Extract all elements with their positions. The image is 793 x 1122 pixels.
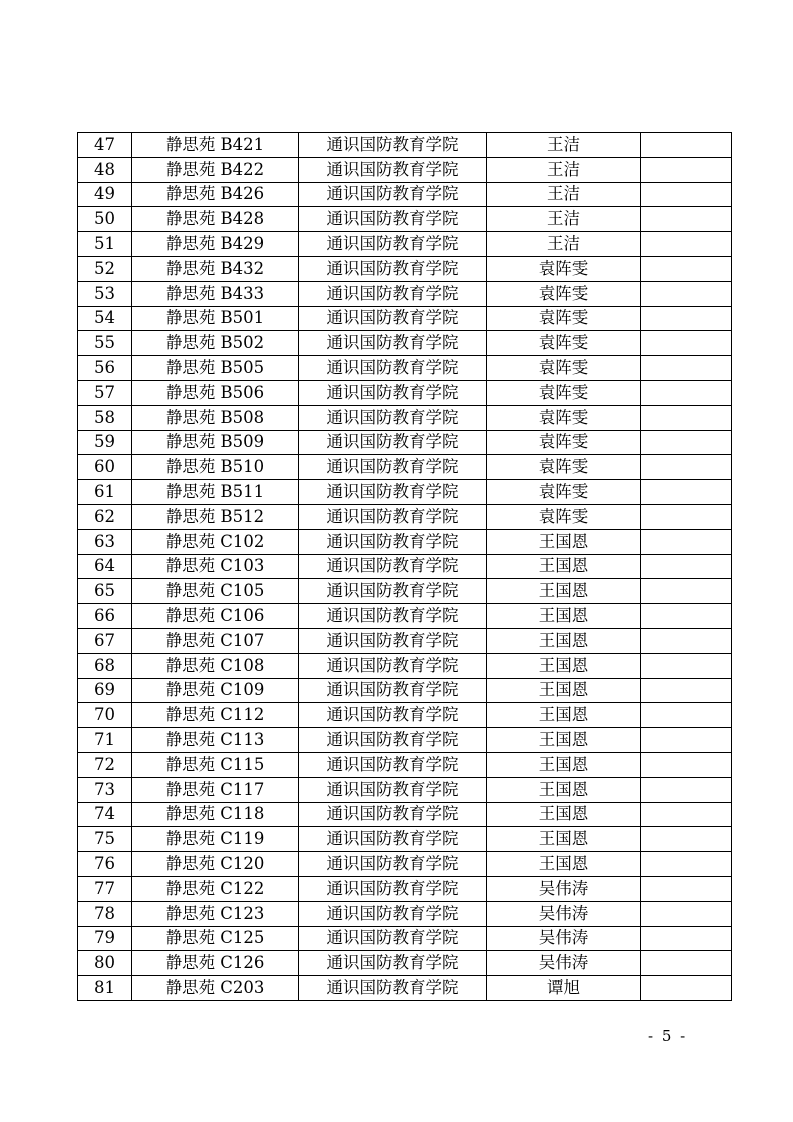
college-cell: 通识国防教育学院 [299,232,487,257]
room-cell: 静思苑 C118 [132,802,299,827]
person-cell: 王国恩 [487,752,641,777]
college-cell: 通识国防教育学院 [299,777,487,802]
person-cell: 王国恩 [487,653,641,678]
room-cell: 静思苑 C119 [132,827,299,852]
row-number-cell: 60 [78,455,132,480]
row-number-cell: 67 [78,628,132,653]
person-cell: 袁阵雯 [487,504,641,529]
college-cell: 通识国防教育学院 [299,405,487,430]
table-row [78,653,732,678]
note-cell [641,455,732,480]
note-cell [641,777,732,802]
room-cell: 静思苑 B506 [132,380,299,405]
person-cell: 袁阵雯 [487,380,641,405]
note-cell [641,232,732,257]
note-cell [641,678,732,703]
room-cell: 静思苑 B509 [132,430,299,455]
table-row [78,306,732,331]
room-cell: 静思苑 C125 [132,926,299,951]
table-body [78,133,732,1001]
note-cell [641,802,732,827]
table-row [78,554,732,579]
table-row [78,331,732,356]
person-cell: 王国恩 [487,802,641,827]
row-number-cell: 52 [78,256,132,281]
note-cell [641,356,732,381]
college-cell: 通识国防教育学院 [299,356,487,381]
person-cell: 袁阵雯 [487,331,641,356]
table-row [78,256,732,281]
college-cell: 通识国防教育学院 [299,653,487,678]
note-cell [641,827,732,852]
note-cell [641,876,732,901]
row-number-cell: 54 [78,306,132,331]
row-number-cell: 63 [78,529,132,554]
college-cell: 通识国防教育学院 [299,157,487,182]
table-row [78,852,732,877]
person-cell: 袁阵雯 [487,480,641,505]
note-cell [641,405,732,430]
room-cell: 静思苑 B512 [132,504,299,529]
room-cell: 静思苑 B511 [132,480,299,505]
note-cell [641,703,732,728]
table-row [78,926,732,951]
row-number-cell: 62 [78,504,132,529]
room-cell: 静思苑 C120 [132,852,299,877]
room-cell: 静思苑 C112 [132,703,299,728]
row-number-cell: 73 [78,777,132,802]
person-cell: 王国恩 [487,604,641,629]
row-number-cell: 47 [78,133,132,158]
note-cell [641,306,732,331]
person-cell: 袁阵雯 [487,256,641,281]
room-cell: 静思苑 B433 [132,281,299,306]
row-number-cell: 75 [78,827,132,852]
college-cell: 通识国防教育学院 [299,876,487,901]
person-cell: 王国恩 [487,852,641,877]
college-cell: 通识国防教育学院 [299,504,487,529]
college-cell: 通识国防教育学院 [299,529,487,554]
person-cell: 王国恩 [487,703,641,728]
person-cell: 王国恩 [487,579,641,604]
note-cell [641,133,732,158]
college-cell: 通识国防教育学院 [299,281,487,306]
college-cell: 通识国防教育学院 [299,951,487,976]
person-cell: 袁阵雯 [487,356,641,381]
table-row [78,579,732,604]
room-cell: 静思苑 C113 [132,728,299,753]
person-cell: 王国恩 [487,777,641,802]
person-cell: 王洁 [487,133,641,158]
table-row [78,207,732,232]
row-number-cell: 78 [78,901,132,926]
row-number-cell: 79 [78,926,132,951]
row-number-cell: 70 [78,703,132,728]
table-row [78,703,732,728]
note-cell [641,480,732,505]
college-cell: 通识国防教育学院 [299,703,487,728]
table-row [78,133,732,158]
person-cell: 袁阵雯 [487,455,641,480]
note-cell [641,852,732,877]
table-row [78,628,732,653]
note-cell [641,529,732,554]
room-cell: 静思苑 B432 [132,256,299,281]
note-cell [641,926,732,951]
note-cell [641,504,732,529]
table-row [78,356,732,381]
room-cell: 静思苑 C122 [132,876,299,901]
room-cell: 静思苑 B508 [132,405,299,430]
row-number-cell: 65 [78,579,132,604]
note-cell [641,207,732,232]
note-cell [641,157,732,182]
note-cell [641,752,732,777]
note-cell [641,554,732,579]
college-cell: 通识国防教育学院 [299,430,487,455]
person-cell: 王国恩 [487,827,641,852]
table-row [78,777,732,802]
room-cell: 静思苑 B502 [132,331,299,356]
note-cell [641,256,732,281]
table-row [78,281,732,306]
row-number-cell: 76 [78,852,132,877]
person-cell: 王洁 [487,207,641,232]
room-cell: 静思苑 B505 [132,356,299,381]
note-cell [641,331,732,356]
table-row [78,182,732,207]
room-cell: 静思苑 C117 [132,777,299,802]
college-cell: 通识国防教育学院 [299,133,487,158]
room-cell: 静思苑 C126 [132,951,299,976]
room-cell: 静思苑 C109 [132,678,299,703]
row-number-cell: 77 [78,876,132,901]
room-cell: 静思苑 C105 [132,579,299,604]
college-cell: 通识国防教育学院 [299,901,487,926]
note-cell [641,380,732,405]
college-cell: 通识国防教育学院 [299,554,487,579]
row-number-cell: 48 [78,157,132,182]
room-cell: 静思苑 B421 [132,133,299,158]
room-cell: 静思苑 C123 [132,901,299,926]
person-cell: 袁阵雯 [487,306,641,331]
table-row [78,455,732,480]
row-number-cell: 55 [78,331,132,356]
person-cell: 王国恩 [487,728,641,753]
college-cell: 通识国防教育学院 [299,926,487,951]
room-cell: 静思苑 B501 [132,306,299,331]
room-cell: 静思苑 C106 [132,604,299,629]
person-cell: 王国恩 [487,678,641,703]
table-row [78,480,732,505]
person-cell: 王国恩 [487,554,641,579]
row-number-cell: 59 [78,430,132,455]
row-number-cell: 71 [78,728,132,753]
row-number-cell: 64 [78,554,132,579]
person-cell: 王洁 [487,157,641,182]
college-cell: 通识国防教育学院 [299,182,487,207]
row-number-cell: 81 [78,976,132,1001]
row-number-cell: 69 [78,678,132,703]
note-cell [641,281,732,306]
person-cell: 吴伟涛 [487,926,641,951]
table-row [78,876,732,901]
page-number: - 5 - [648,1027,688,1045]
table-row [78,802,732,827]
table-row [78,976,732,1001]
room-cell: 静思苑 C115 [132,752,299,777]
table-row [78,901,732,926]
note-cell [641,430,732,455]
college-cell: 通识国防教育学院 [299,256,487,281]
college-cell: 通识国防教育学院 [299,852,487,877]
table-row [78,827,732,852]
college-cell: 通识国防教育学院 [299,579,487,604]
row-number-cell: 80 [78,951,132,976]
note-cell [641,951,732,976]
row-number-cell: 50 [78,207,132,232]
college-cell: 通识国防教育学院 [299,306,487,331]
person-cell: 袁阵雯 [487,281,641,306]
person-cell: 王洁 [487,182,641,207]
note-cell [641,901,732,926]
row-number-cell: 74 [78,802,132,827]
table-row [78,951,732,976]
college-cell: 通识国防教育学院 [299,604,487,629]
dormitory-assignment-table [77,132,732,1001]
college-cell: 通识国防教育学院 [299,728,487,753]
room-cell: 静思苑 B422 [132,157,299,182]
room-cell: 静思苑 B428 [132,207,299,232]
table-row [78,678,732,703]
college-cell: 通识国防教育学院 [299,207,487,232]
room-cell: 静思苑 B510 [132,455,299,480]
person-cell: 袁阵雯 [487,405,641,430]
note-cell [641,182,732,207]
row-number-cell: 66 [78,604,132,629]
row-number-cell: 68 [78,653,132,678]
college-cell: 通识国防教育学院 [299,827,487,852]
note-cell [641,628,732,653]
table-row [78,232,732,257]
table-row [78,405,732,430]
room-cell: 静思苑 C107 [132,628,299,653]
note-cell [641,653,732,678]
room-cell: 静思苑 C103 [132,554,299,579]
person-cell: 王洁 [487,232,641,257]
row-number-cell: 56 [78,356,132,381]
row-number-cell: 72 [78,752,132,777]
row-number-cell: 61 [78,480,132,505]
row-number-cell: 51 [78,232,132,257]
table-row [78,728,732,753]
college-cell: 通识国防教育学院 [299,455,487,480]
room-cell: 静思苑 B426 [132,182,299,207]
room-cell: 静思苑 C108 [132,653,299,678]
row-number-cell: 58 [78,405,132,430]
person-cell: 吴伟涛 [487,876,641,901]
person-cell: 王国恩 [487,529,641,554]
room-cell: 静思苑 B429 [132,232,299,257]
person-cell: 袁阵雯 [487,430,641,455]
row-number-cell: 53 [78,281,132,306]
college-cell: 通识国防教育学院 [299,480,487,505]
college-cell: 通识国防教育学院 [299,802,487,827]
table-row [78,430,732,455]
room-cell: 静思苑 C102 [132,529,299,554]
college-cell: 通识国防教育学院 [299,678,487,703]
college-cell: 通识国防教育学院 [299,752,487,777]
college-cell: 通识国防教育学院 [299,628,487,653]
person-cell: 王国恩 [487,628,641,653]
college-cell: 通识国防教育学院 [299,976,487,1001]
table-row [78,157,732,182]
note-cell [641,579,732,604]
person-cell: 吴伟涛 [487,901,641,926]
person-cell: 谭旭 [487,976,641,1001]
college-cell: 通识国防教育学院 [299,380,487,405]
note-cell [641,728,732,753]
person-cell: 吴伟涛 [487,951,641,976]
table-row [78,504,732,529]
room-cell: 静思苑 C203 [132,976,299,1001]
college-cell: 通识国防教育学院 [299,331,487,356]
note-cell [641,604,732,629]
row-number-cell: 49 [78,182,132,207]
note-cell [641,976,732,1001]
table-row [78,380,732,405]
row-number-cell: 57 [78,380,132,405]
table-row [78,752,732,777]
table-row [78,604,732,629]
table-row [78,529,732,554]
